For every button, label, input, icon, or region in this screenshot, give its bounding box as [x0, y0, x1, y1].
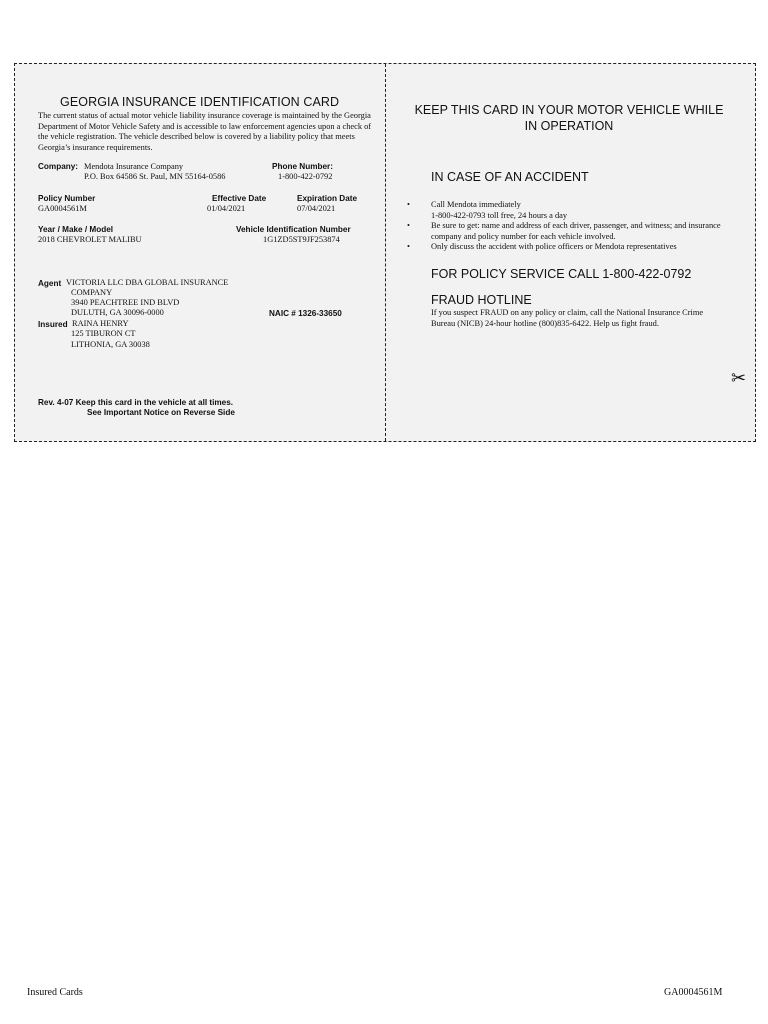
reverse-side-notice: See Important Notice on Reverse Side: [87, 408, 235, 417]
agent-line: COMPANY: [71, 288, 113, 297]
effective-date-value: 01/04/2021: [207, 204, 246, 213]
scissors-icon: ✂: [731, 368, 747, 389]
vin-label: Vehicle Identification Number: [236, 225, 351, 234]
accident-heading: IN CASE OF AN ACCIDENT: [431, 170, 589, 184]
keep-card-heading: KEEP THIS CARD IN YOUR MOTOR VEHICLE WHILE IN OPERATION: [414, 103, 724, 133]
expiration-date-value: 07/04/2021: [297, 204, 336, 213]
policy-service-line: FOR POLICY SERVICE CALL 1-800-422-0792: [431, 267, 692, 281]
revision-note: Rev. 4-07 Keep this card in the vehicle at all times.: [38, 398, 234, 407]
insured-line: RAINA HENRY: [72, 319, 129, 328]
agent-line: 3940 PEACHTREE IND BLVD: [71, 298, 180, 307]
year-make-model-value: 2018 CHEVROLET MALIBU: [38, 235, 142, 244]
list-item: • Be sure to get: name and address of each driver, passenger, and witness; and insurance company and policy number for each vehicle involved.: [407, 221, 721, 241]
year-make-model-label: Year / Make / Model: [38, 225, 114, 234]
expiration-date-label: Expiration Date: [297, 194, 358, 203]
list-item: • Call Mendota immediately 1-800-422-0793 toll free, 24 hours a day: [407, 200, 568, 220]
naic-number: NAIC # 1326-33650: [269, 309, 342, 318]
company-address: P.O. Box 64586 St. Paul, MN 55164-0586: [84, 172, 226, 181]
policy-number-value: GA0004561M: [38, 204, 87, 213]
fold-line: [385, 64, 386, 441]
phone-label: Phone Number:: [272, 162, 333, 171]
policy-number-label: Policy Number: [38, 194, 96, 203]
fraud-hotline-heading: FRAUD HOTLINE: [431, 293, 532, 307]
agent-line: VICTORIA LLC DBA GLOBAL INSURANCE: [66, 278, 229, 287]
coverage-statement: The current status of actual motor vehicle liability insurance coverage is maintained by the Georgia Department of Motor Vehicle Safety and is accessible to law enforcement agencies upon a check of the vehicle registration. The vehicle described below is covered by a liability policy that meets Georgia’s insurance requirements.: [38, 111, 372, 152]
phone-value: 1-800-422-0792: [278, 172, 333, 181]
card-title: GEORGIA INSURANCE IDENTIFICATION CARD: [60, 95, 340, 109]
insured-line: 125 TIBURON CT: [71, 329, 136, 338]
vin-value: 1G1ZD5ST9JF253874: [263, 235, 340, 244]
effective-date-label: Effective Date: [212, 194, 267, 203]
list-item: • Only discuss the accident with police officers or Mendota representatives: [407, 242, 677, 251]
footer-policy-number: GA0004561M: [664, 987, 723, 998]
insured-line: LITHONIA, GA 30038: [71, 340, 150, 349]
agent-line: DULUTH, GA 30096-0000: [71, 308, 164, 317]
accident-instructions: [407, 200, 727, 253]
company-label: Company:: [38, 162, 79, 171]
insured-label: Insured: [38, 320, 68, 329]
footer-left-label: Insured Cards: [27, 987, 83, 998]
insurance-card: [14, 63, 756, 442]
company-name: Mendota Insurance Company: [84, 162, 184, 171]
agent-label: Agent: [38, 279, 62, 288]
fraud-hotline-text: If you suspect FRAUD on any policy or claim, call the National Insurance Crime Bureau (NICB) 24-hour hotline (800)835-6422. Help us fight fraud.: [431, 308, 704, 328]
